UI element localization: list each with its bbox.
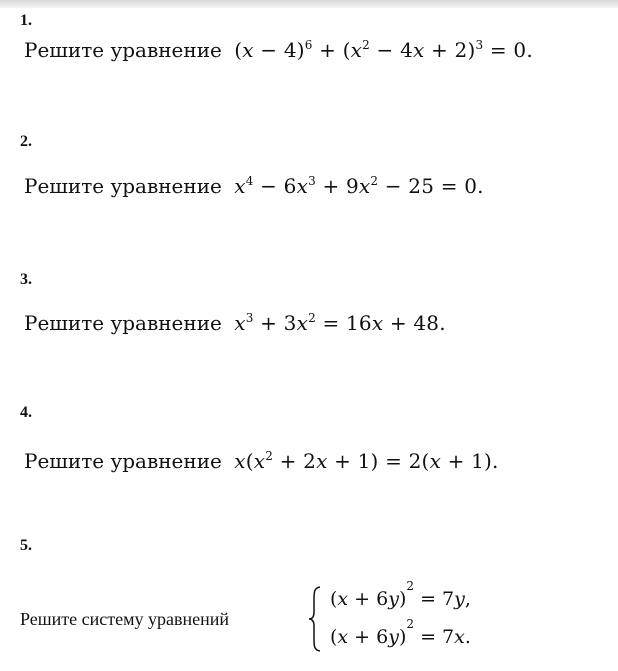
problem-5-label: Решите систему уравнений [20,609,229,629]
problem-4-text [24,449,499,473]
problem-5-system [20,578,610,656]
problem-4-label: Решите уравнение [24,449,222,473]
problem-2-equation: $x^4 - 6x^3 + 9x^2 - 25 = 0$. [234,174,484,198]
problem-2-label: Решите уравнение [24,174,222,198]
problem-4-number: 4. [20,404,32,421]
problem-3-equation: $x^3 + 3x^2 = 16x + 48$. [234,311,446,335]
problem-5-equation-2: $(x + 6y)^2 = 7x$. [330,616,471,648]
problem-3-text [24,311,446,335]
problem-3-label: Решите уравнение [24,311,222,335]
problem-5-equation-1: $(x + 6y)^2 = 7y$, [330,578,471,610]
top-shadow-bar [0,0,618,8]
problem-4-equation: $x(x^2 + 2x + 1) = 2(x + 1)$. [234,449,499,473]
curly-brace-icon [308,586,322,652]
problem-5-number: 5. [20,537,32,554]
problem-1-equation: $(x - 4)^6 + (x^2 - 4x + 2)^3 = 0$. [234,38,533,62]
problem-2-text [24,174,484,198]
problem-1-text [24,38,533,62]
problem-2-number: 2. [20,133,32,150]
problem-1-number: 1. [20,12,32,29]
problem-1-label: Решите уравнение [24,38,222,62]
problem-3-number: 3. [20,271,32,288]
